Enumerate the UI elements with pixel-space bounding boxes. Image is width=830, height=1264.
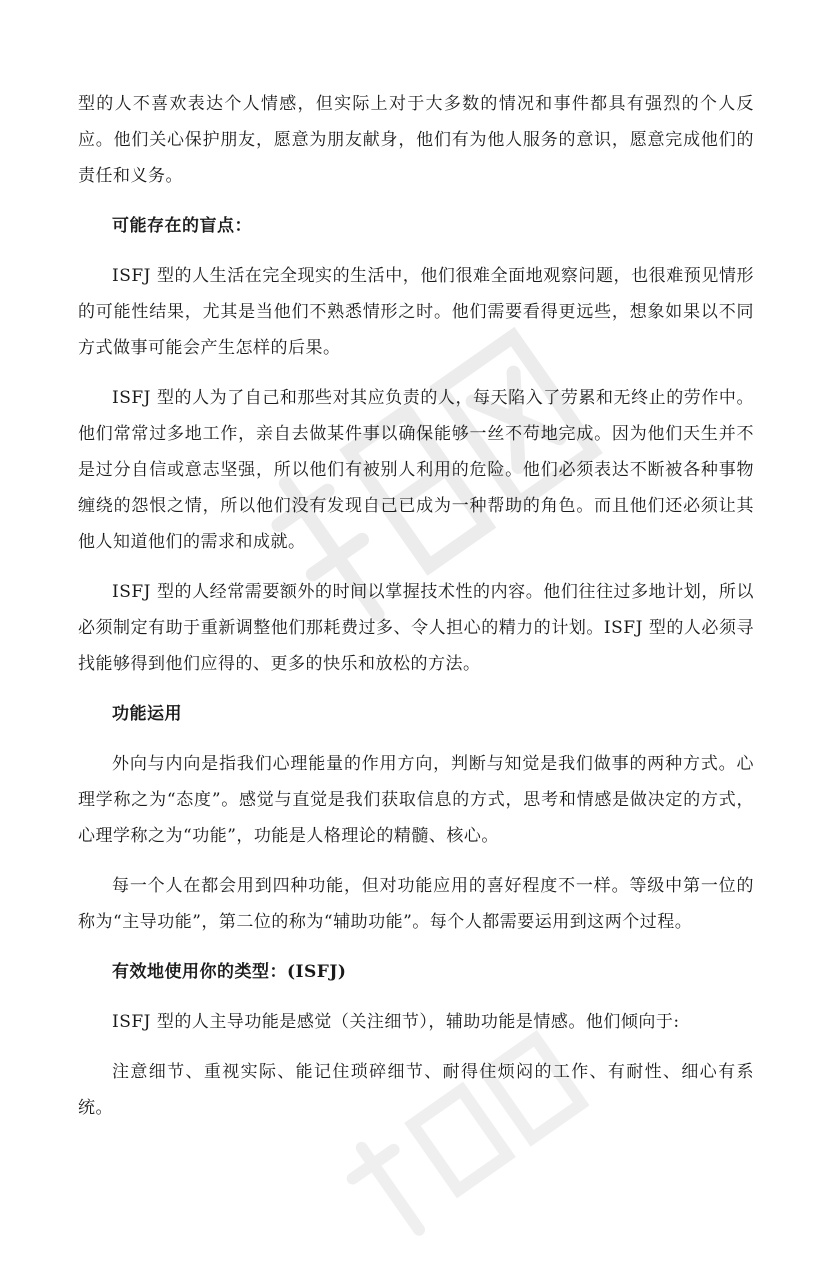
heading-effective-use: 有效地使用你的类型：(ISFJ) [112,962,347,982]
paragraph-blind-spots-3: ISFJ 型的人经常需要额外的时间以掌握技术性的内容。他们往往过多地计划，所以必须制定有助于重新调整他们那耗费过多、令人担心的精力的计划。ISFJ 型的人必须寻找能够得到他们应得的、更多的快乐和放松的方法。 [78,582,754,674]
paragraph-intro: 型的人不喜欢表达个人情感，但实际上对于大多数的情况和事件都具有强烈的个人反应。他们关心保护朋友，愿意为朋友献身，他们有为他人服务的意识，愿意完成他们的责任和义务。 [78,94,754,186]
paragraph-function-use-1: 外向与内向是指我们心理能量的作用方向，判断与知觉是我们做事的两种方式。心理学称之为“态度”。感觉与直觉是我们获取信息的方式，思考和情感是做决定的方式，心理学称之为“功能”，功能是人格理论的精髓、核心。 [78,754,754,846]
paragraph-blind-spots-1: ISFJ 型的人生活在完全现实的生活中，他们很难全面地观察问题，也很难预见情形的可能性结果，尤其是当他们不熟悉情形之时。他们需要看得更远些，想象如果以不同方式做事可能会产生怎样的后果。 [78,266,754,358]
document-page [78,86,754,1140]
paragraph-effective-use-1: ISFJ 型的人主导功能是感觉（关注细节），辅助功能是情感。他们倾向于: [112,1012,680,1032]
heading-blind-spots: 可能存在的盲点： [112,216,252,236]
paragraph-effective-use-2: 注意细节、重视实际、能记住琐碎细节、耐得住烦闷的工作、有耐性、细心有系统。 [78,1062,754,1118]
heading-function-use: 功能运用 [112,704,182,724]
paragraph-blind-spots-2: ISFJ 型的人为了自己和那些对其应负责的人，每天陷入了劳累和无终止的劳作中。他们常常过多地工作，亲自去做某件事以确保能够一丝不苟地完成。因为他们天生并不是过分自信或意志坚强，所以他们有被别人利用的危险。他们必须表达不断被各种事物缠绕的怨恨之情，所以他们没有发现自己已成为一种帮助的角色。而且他们还必须让其他人知道他们的需求和成就。 [78,388,754,552]
paragraph-function-use-2: 每一个人在都会用到四种功能，但对功能应用的喜好程度不一样。等级中第一位的称为“主导功能”，第二位的称为“辅助功能”。每个人都需要运用到这两个过程。 [78,876,754,932]
